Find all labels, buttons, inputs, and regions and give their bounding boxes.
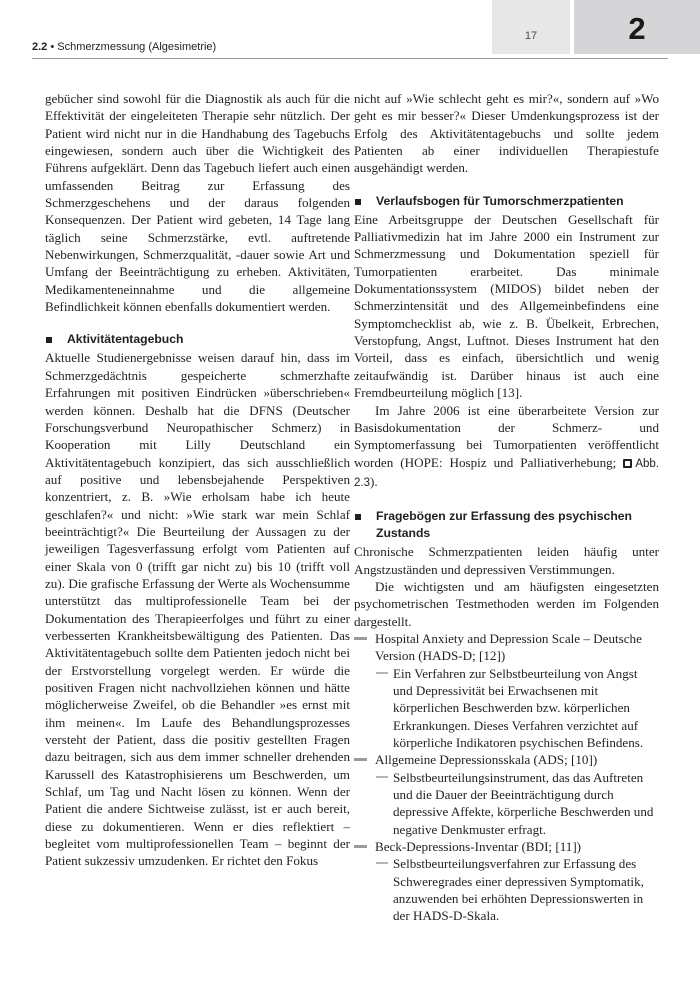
list-dash-icon [354,845,367,848]
figure-reference-link[interactable]: Abb. 2.3 [354,457,659,489]
sub-list-item [375,769,659,838]
list-item [354,751,659,838]
list-dash-icon [354,758,367,761]
sub-list [375,855,659,924]
sub-list [375,665,659,752]
list-dash-icon [354,637,367,640]
section-separator: • [47,41,58,53]
paragraph: nicht auf »Wie schlecht geht es mir?«, sondern auf »Wo geht es mir besser?« Dieser Umdenkungsprozess ist der Erfolg des Aktivitätentagebuchs und sollte jedem Patienten ab einer individuellen Therapiestufe ausgehändigt werden. [354,91,659,176]
page-number-box [492,0,570,54]
list-item [354,630,659,751]
left-column [45,90,350,870]
list-item-title: Beck-Depressions-Inventar (BDI; [11]) [375,839,582,855]
sub-list-item [375,855,659,924]
figure-reference-icon [623,459,632,468]
running-header [32,41,216,53]
paragraph: Eine Arbeitsgruppe der Deutschen Gesellschaft für Palliativmedizin hat im Jahre 2000 ein Instrument zur Schmerzmessung und Dokumentation speziell für Tumorpatienten erarbeitet. Das minimale Dokumentationssystem (MIDOS) bildet neben der Schmerzintensität und des Allgemeinbefindens eine Symptomchecklist ab, wie z. B. Übelkeit, Erbrechen, Verstopfung, Angst, Luftnot. Dieses Instrument hat den Vorteil, dass es einfach, übersichtlich und wenig zeitaufwändig ist. Darüber hinaus ist auch eine Fremdbeurteilung möglich [13]. [354,211,659,401]
sub-list-dash-icon [376,862,388,864]
paragraph: gebücher sind sowohl für die Diagnostik als auch für die Effektivität der eingeleiteten Therapie sehr nützlich. Der Patient wird nicht nur in die Handhabung des Tagebuchs eingewiesen, sondern auch über die Wichtigkeit des Führens aufgeklärt. Denn das Tagebuch liefert auch einen umfassenden Beitrag zur Erfassung des Schmerzgeschehens und der daraus folgenden Konsequenzen. Der Patient wird gebeten, 14 Tage lang täglich seine Schmerzstärke, evtl. auftretende Nebenwirkungen, Schmerzqualität, -dauer sowie Art und Umfang der Beeinträchtigung zu erheben. Aktivitäten, Medikamenteneinnahme und die allgemeine Befindlichkeit können ebenfalls dokumentiert werden. [45,91,350,315]
paragraph: Aktuelle Studienergebnisse weisen darauf hin, dass im Schmerzgedächtnis gespeicherte schmerzhafte Erfahrungen mit positiven Eindrücken »überschrieben« werden können. Deshalb hat die DFNS (Deutscher Forschungsverbund Neuropathischer Schmerz) in Kooperation mit Lilly Deutschland ein Aktivitätentagebuch konzipiert, das sich ausschließlich auf positive und lebensbejahende Perspektiven konzentriert, z. B. »Wie erholsam habe ich heute geschlafen?« und nicht: »Wie stark war mein Schlaf beeinträchtigt?« Die Beurteilung der Aussagen zu der jeweiligen Tagesverfassung erfolgt vom Patienten auf einer Skala von 0 (trifft gar nicht zu) bis 10 (trifft voll zu). Die grafische Erfassung der Werte als Wochensumme unterstützt das multiprofessionelle Team bei der Dokumentation des Therapieerfolges und führt zu einer verbesserten Krankheitsbewältigung des Patienten. Das Aktivitätentagebuch sollte dem Patienten jedoch nicht bei der Erstvorstellung vorgelegt werden. Er würde die positiven Fragen nicht nachvollziehen können und hätte möglicherweise Zweifel, ob die Behandler »es ernst mit ihm meinen«. Im Laufe des Behandlungsprozesses versteht der Patient, dass die positiv gestellten Fragen dazu beitragen, sich aus dem immer schneller drehenden Karussell des Katastrophisierens um Beschwerden, um Schlaf, um Tag und Nacht lösen zu können. Wenn der Patient die andere Sichtweise zulässt, ist er auch bereit, diese zu dokumentieren. Wenn er dies reflektiert – begleitet vom multiprofessionellen Team – beginnt der Patient sukzessiv umzudenken. Er richtet den Fokus [45,350,350,869]
heading-text: Fragebögen zur Erfassung des psychischen Zustands [376,509,633,541]
section-heading [45,331,350,348]
sub-list-text: Selbstbeurteilungsinstrument, das das Auftreten und die Dauer der Beeinträchtigung durch depressive Affekte, körperliche Beschwerden und negative Denkmuster erfragt. [393,769,654,837]
paragraph: Chronische Schmerzpatienten leiden häufig unter Angstzuständen und depressiven Verstimmungen. [354,544,659,577]
sub-list-text: Ein Verfahren zur Selbstbeurteilung von Angst und Depressivität bei Erwachsenen mit körperlichen Beschwerden bzw. körperlichen Erkrankungen. Dieses Verfahren verzichtet auf körperliche Indikatoren psychischen Befindens. [393,665,644,750]
paragraph-end: ). [370,473,378,489]
paragraph [354,402,659,493]
section-number: 2.2 [32,41,48,53]
heading-bullet-icon [355,514,361,520]
list-item-title: Hospital Anxiety and Depression Scale – Deutsche Version (HADS-D; [12]) [375,630,642,664]
paragraph: Die wichtigsten und am häufigsten eingesetzten psychometrischen Testmethoden werden im Folgenden dargestellt. [354,578,659,629]
heading-text: Aktivitätentagebuch [67,332,184,347]
sub-list [375,769,659,838]
page-number: 17 [524,30,538,42]
sub-list-dash-icon [376,672,388,674]
paragraph-text: Im Jahre 2006 ist eine überarbeitete Version zur Basisdokumentation der Schmerz- und Symptomerfassung bei Tumorpatienten veröffentlicht worden (HOPE: Hospiz und Palliativerhebung; [354,402,659,470]
heading-bullet-icon [355,199,361,205]
section-heading [354,193,659,210]
chapter-tab [574,0,700,54]
chapter-number: 2 [628,11,646,46]
section-title: Schmerzmessung (Algesimetrie) [57,41,217,53]
section-heading [354,508,659,542]
test-method-list [354,630,659,925]
sub-list-dash-icon [376,776,388,778]
header-rule [32,58,668,59]
list-item [354,838,659,925]
heading-text: Verlaufsbogen für Tumorschmerzpatienten [376,193,624,208]
sub-list-item [375,665,659,752]
right-column [354,90,659,925]
list-item-title: Allgemeine Depressionsskala (ADS; [10]) [375,752,598,768]
heading-bullet-icon [46,337,52,343]
sub-list-text: Selbstbeurteilungsverfahren zur Erfassung des Schweregrades einer depressiven Symptomatik, anzuwenden bei erhöhten Depressionswerten in der HADS-D-Skala. [393,856,644,924]
